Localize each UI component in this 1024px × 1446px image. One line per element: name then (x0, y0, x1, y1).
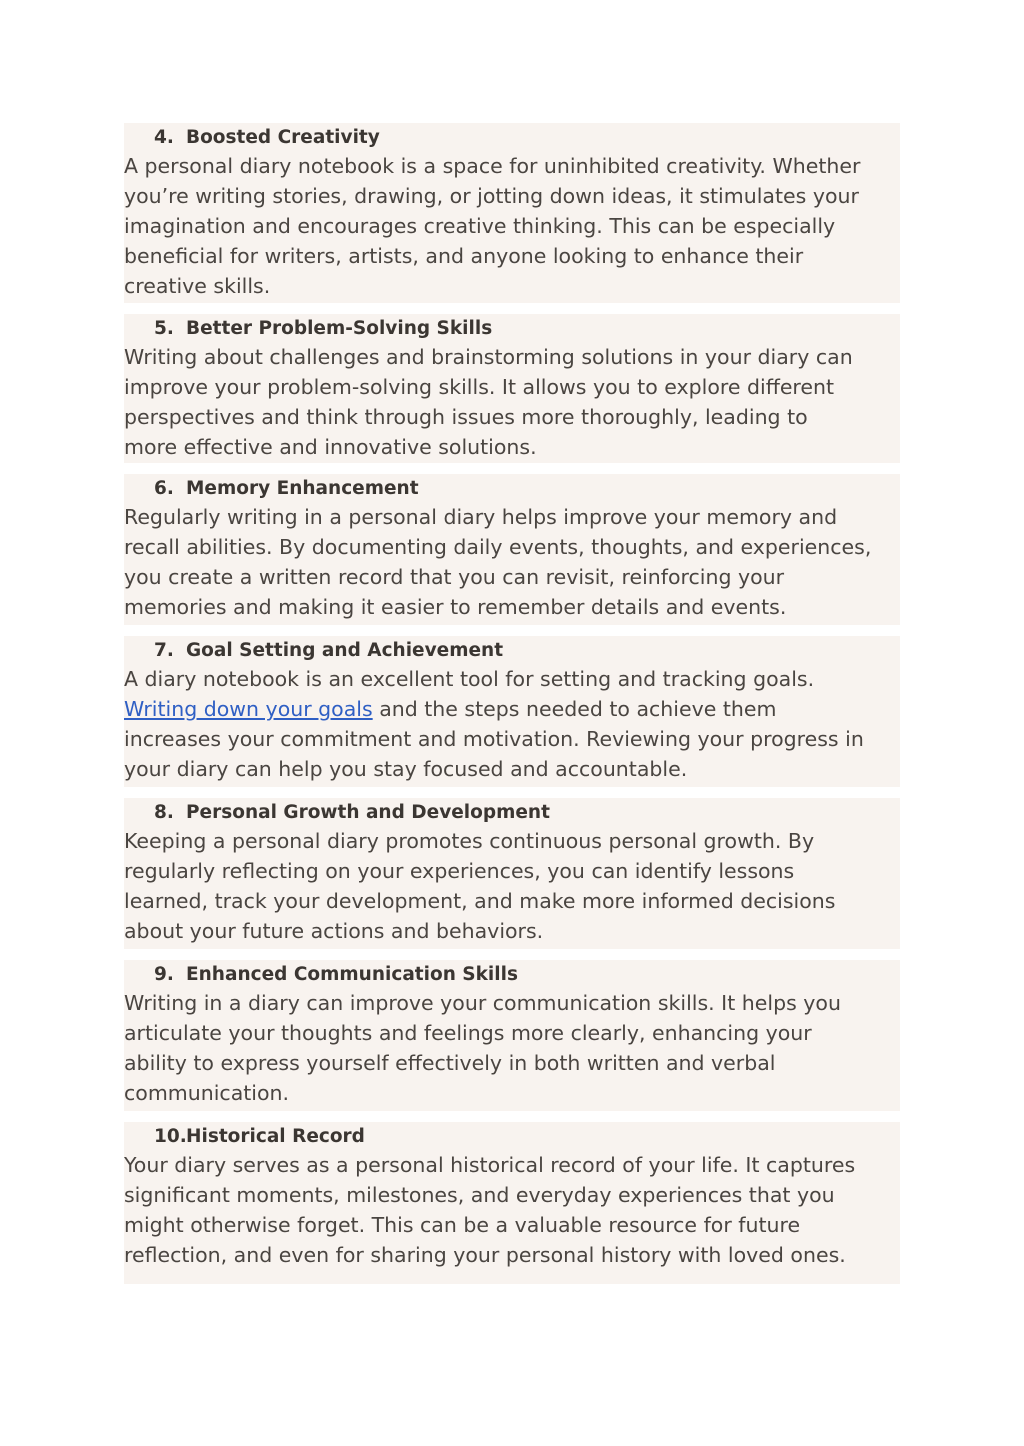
list-number: 5. (154, 318, 174, 339)
section-title: Historical Record (186, 1126, 365, 1147)
list-number: 4. (154, 127, 174, 148)
section-heading (124, 124, 900, 151)
section-paragraph (124, 826, 900, 946)
section-title: Goal Setting and Achievement (186, 640, 504, 661)
section-paragraph (124, 502, 900, 622)
paragraph-line: creative skills. (124, 274, 271, 298)
section-paragraph (124, 342, 900, 462)
paragraph-line: regularly reflecting on your experiences, you can identify lessons (124, 859, 795, 883)
section-communication-skills (124, 960, 900, 1111)
paragraph-line-rest: and the steps needed to achieve them (372, 697, 777, 721)
paragraph-line: perspectives and think through issues more thoroughly, leading to (124, 405, 808, 429)
section-heading (124, 315, 900, 342)
paragraph-line: Writing about challenges and brainstorming solutions in your diary can (124, 345, 853, 369)
section-paragraph (124, 988, 900, 1108)
paragraph-line: Regularly writing in a personal diary helps improve your memory and (124, 505, 838, 529)
section-title: Boosted Creativity (186, 127, 380, 148)
paragraph-line: might otherwise forget. This can be a valuable resource for future (124, 1213, 801, 1237)
paragraph-line: communication. (124, 1081, 290, 1105)
paragraph-line: imagination and encourages creative thinking. This can be especially (124, 214, 836, 238)
list-number: 8. (154, 802, 174, 823)
section-paragraph (124, 151, 900, 301)
paragraph-line: articulate your thoughts and feelings more clearly, enhancing your (124, 1021, 812, 1045)
section-heading (124, 1123, 900, 1150)
section-heading (124, 475, 900, 502)
list-number: 10. (154, 1126, 187, 1147)
list-number: 9. (154, 964, 174, 985)
section-title: Enhanced Communication Skills (186, 964, 518, 985)
section-problem-solving (124, 314, 900, 463)
paragraph-line: increases your commitment and motivation. Reviewing your progress in (124, 727, 864, 751)
section-memory-enhancement (124, 474, 900, 625)
section-paragraph (124, 1150, 900, 1270)
article-content (124, 123, 900, 1295)
paragraph-line: beneficial for writers, artists, and anyone looking to enhance their (124, 244, 804, 268)
paragraph-line: A personal diary notebook is a space for uninhibited creativity. Whether (124, 154, 861, 178)
paragraph-line: improve your problem-solving skills. It allows you to explore different (124, 375, 835, 399)
paragraph-line: reflection, and even for sharing your personal history with loved ones. (124, 1243, 846, 1267)
list-number: 6. (154, 478, 174, 499)
paragraph-line: recall abilities. By documenting daily events, thoughts, and experiences, (124, 535, 872, 559)
section-heading (124, 961, 900, 988)
paragraph-line: Writing in a diary can improve your communication skills. It helps you (124, 991, 841, 1015)
paragraph-line: Your diary serves as a personal historical record of your life. It captures (124, 1153, 856, 1177)
paragraph-line: you’re writing stories, drawing, or jotting down ideas, it stimulates your (124, 184, 859, 208)
section-heading (124, 799, 900, 826)
section-boosted-creativity (124, 123, 900, 303)
paragraph-line: you create a written record that you can revisit, reinforcing your (124, 565, 785, 589)
section-historical-record (124, 1122, 900, 1284)
section-personal-growth (124, 798, 900, 949)
section-title: Personal Growth and Development (186, 802, 550, 823)
section-goal-setting (124, 636, 900, 787)
section-paragraph (124, 664, 900, 784)
paragraph-line: learned, track your development, and make more informed decisions (124, 889, 836, 913)
paragraph-line: A diary notebook is an excellent tool for setting and tracking goals. (124, 667, 815, 691)
writing-down-goals-link[interactable]: Writing down your goals (124, 697, 373, 721)
section-title: Better Problem-Solving Skills (186, 318, 493, 339)
section-title: Memory Enhancement (186, 478, 419, 499)
section-heading (124, 637, 900, 664)
paragraph-line: ability to express yourself effectively in both written and verbal (124, 1051, 776, 1075)
paragraph-line: Keeping a personal diary promotes continuous personal growth. By (124, 829, 815, 853)
paragraph-line: more effective and innovative solutions. (124, 435, 537, 459)
paragraph-line: your diary can help you stay focused and accountable. (124, 757, 688, 781)
paragraph-line: significant moments, milestones, and everyday experiences that you (124, 1183, 835, 1207)
list-number: 7. (154, 640, 174, 661)
paragraph-line: memories and making it easier to remember details and events. (124, 595, 787, 619)
paragraph-line: about your future actions and behaviors. (124, 919, 544, 943)
paragraph-line (124, 694, 900, 724)
